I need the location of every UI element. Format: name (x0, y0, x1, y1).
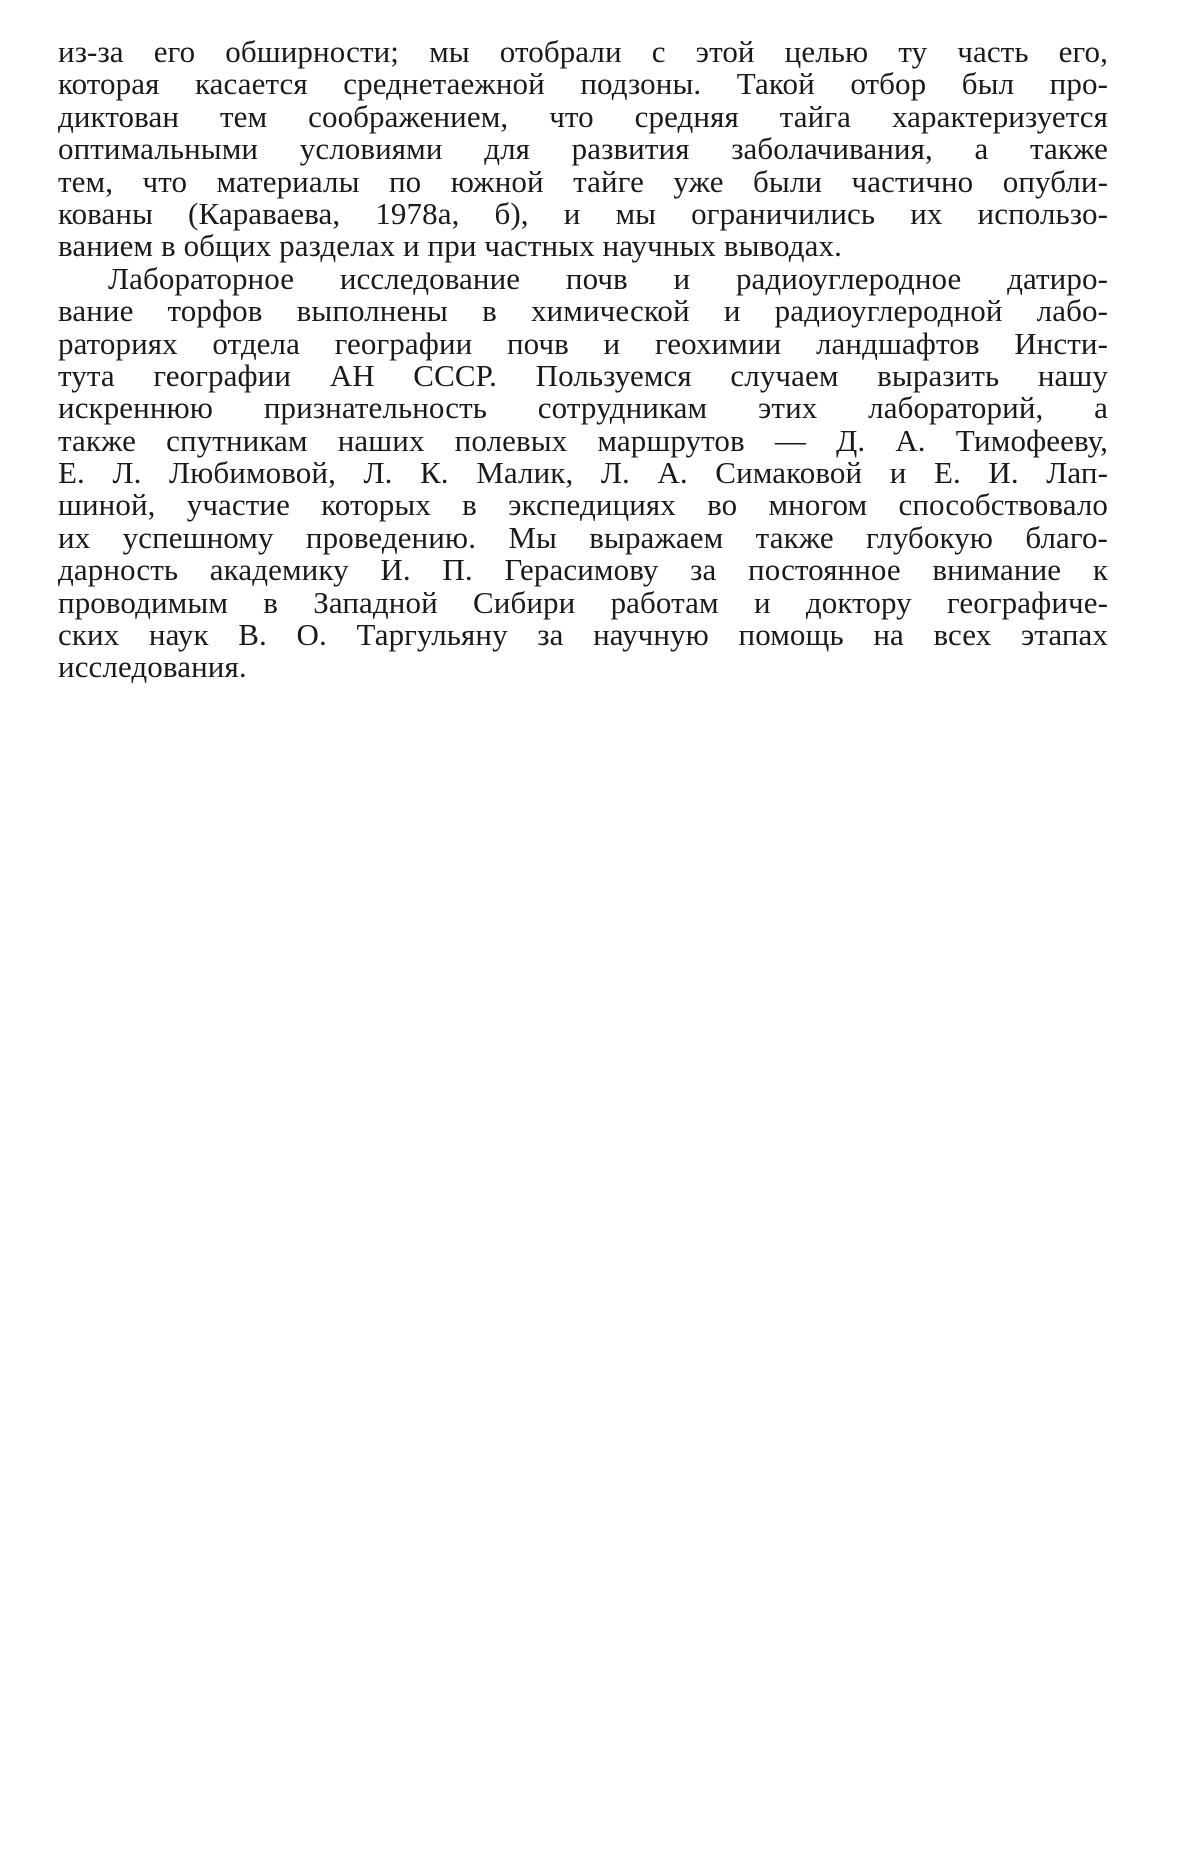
text-line: также спутникам наших полевых маршрутов — Д. А. Тимофееву, (58, 422, 1108, 458)
text-line: диктован тем соображением, что средняя тайга характеризуется (58, 98, 1108, 134)
text-line: оптимальными условиями для развития заболачивания, а также (58, 131, 1108, 167)
page-text (58, 36, 1108, 684)
text-line: из-за его обширности; мы отобрали с этой целью ту часть его, (58, 34, 1108, 69)
text-line: ванием в общих разделах и при частных научных выводах. (58, 228, 842, 264)
paragraph-1 (58, 36, 1108, 263)
paragraph-2 (58, 260, 1108, 685)
text-line: которая касается среднетаежной подзоны. Такой отбор был про- (58, 66, 1108, 102)
text-line: ских наук В. О. Таргульяну за научную помощь на всех этапах (58, 617, 1108, 653)
text-line: вание торфов выполнены в химической и радиоуглеродной лабо- (58, 293, 1108, 329)
text-line: искреннюю признательность сотрудникам этих лабораторий, а (58, 390, 1108, 426)
text-line: Е. Л. Любимовой, Л. К. Малик, Л. А. Симаковой и Е. И. Лап- (58, 455, 1108, 491)
text-line: исследования. (58, 649, 247, 685)
text-line: шиной, участие которых в экспедициях во многом способствовало (58, 487, 1108, 523)
text-line: тем, что материалы по южной тайге уже были частично опубли- (58, 163, 1108, 199)
text-line: Лабораторное исследование почв и радиоуглеродное датиро- (108, 260, 1108, 296)
text-line: проводимым в Западной Сибири работам и доктору географиче- (58, 584, 1108, 620)
text-line: кованы (Караваева, 1978а, б), и мы ограничились их использо- (58, 195, 1108, 231)
text-line: тута географии АН СССР. Пользуемся случаем выразить нашу (58, 357, 1108, 393)
text-line: раториях отдела географии почв и геохимии ландшафтов Инсти- (58, 325, 1108, 361)
text-line: их успешному проведению. Мы выражаем также глубокую благо- (58, 519, 1108, 555)
text-line: дарность академику И. П. Герасимову за постоянное внимание к (58, 552, 1108, 588)
